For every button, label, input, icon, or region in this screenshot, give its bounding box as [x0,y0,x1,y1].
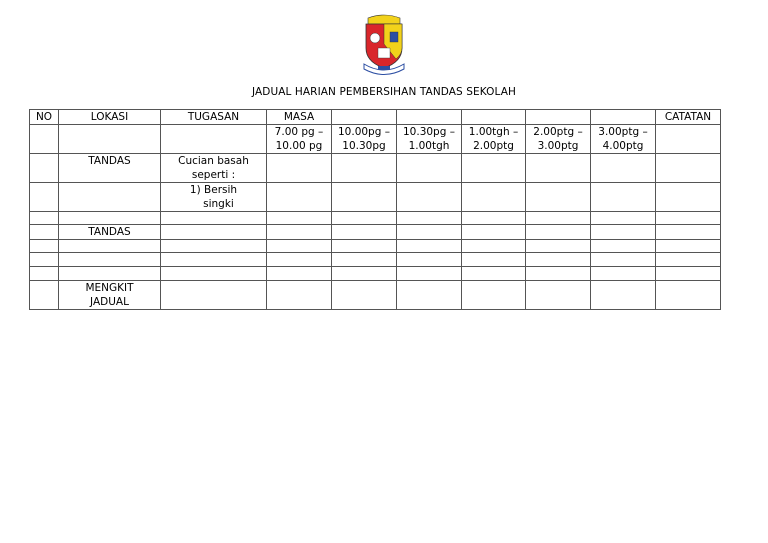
time-slot: 7.00 pg – 10.00 pg [267,125,332,154]
table-row [30,240,721,253]
header-no: NO [30,110,59,125]
header-lokasi: LOKASI [59,110,161,125]
header-tugasan: TUGASAN [161,110,267,125]
lokasi-cell: TANDAS [59,154,161,183]
time-slot-row [30,125,721,154]
document-title: JADUAL HARIAN PEMBERSIHAN TANDAS SEKOLAH [251,86,517,98]
time-slot: 3.00ptg – 4.00ptg [591,125,656,154]
table-row [30,281,721,310]
schedule-table [29,109,721,310]
header-masa: MASA [267,110,332,125]
tugasan-cell: Cucian basah seperti : [161,154,267,183]
table-row [30,225,721,240]
school-crest-icon [360,14,408,76]
table-row [30,183,721,212]
header-row [30,110,721,125]
lokasi-cell: TANDAS [59,225,161,240]
table-row [30,212,721,225]
time-slot: 10.30pg – 1.00tgh [397,125,462,154]
table-row [30,267,721,281]
time-slot: 10.00pg – 10.30pg [332,125,397,154]
lokasi-cell: MENGKIT JADUAL [59,281,161,310]
header-catatan: CATATAN [656,110,721,125]
tugasan-cell: 1) Bersih singki [161,183,267,212]
table-row [30,253,721,267]
table-row [30,154,721,183]
time-slot: 2.00ptg – 3.00ptg [526,125,591,154]
time-slot: 1.00tgh – 2.00ptg [462,125,526,154]
